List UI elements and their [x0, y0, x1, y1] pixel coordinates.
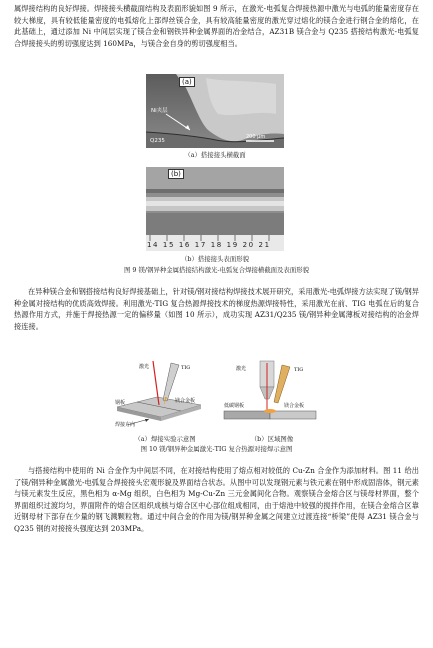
figure-10a-schematic: [113, 359, 205, 431]
ruler-numbers: 14 15 16 17 18 19 20 21: [147, 241, 271, 249]
figure-9-caption: 图 9 镁/钢异种金属搭接结构激光-电弧复合焊接横截面及表面形貌: [124, 266, 309, 274]
fig10b-laser-label: 激光: [236, 366, 247, 372]
fig10b-steel-label: 低碳钢板: [224, 403, 245, 409]
figure-9b-label: (b): [168, 169, 184, 179]
figure-9a-micrograph: [146, 74, 284, 148]
surface-photo-image: [146, 167, 284, 251]
figure-9b-caption: （b）搭接接头表面形貌: [181, 255, 249, 263]
figure-9b-photo: [146, 167, 284, 251]
paragraph-top: 属焊接结构的良好焊接。焊接接头横截面结构及表面形貌如图 9 所示，在激光-电弧复合焊接热源中激光与电弧的能量密度存在较大梯度，具有较低能量密度的电弧熔化上部焊丝镁合金，具有较高能量密度的激光穿过熔化的镁合金进行钢合金的熔化，在此基础上，通过添加 Ni 中间层实现了镁合金和钢铁异种金属界面的冶金结合，AZ31B 镁合金与 Q235 搭接结构激光-电弧复合焊接接头的剪切强度达到 160MPa，与镁合金自身的剪切强度相当。: [14, 4, 419, 48]
figure-10b-caption: （b）区域图像: [250, 435, 294, 443]
fig10a-laser-label: 激光: [139, 364, 150, 370]
figure-10a-caption: （a）焊接实验示意图: [134, 435, 196, 443]
fig10a-mg-label: 镁合金板: [175, 398, 196, 404]
figure-10b-region: [222, 359, 320, 431]
fig10a-direction-label: 焊接方向: [115, 422, 136, 428]
ni-layer-label: Ni夹层: [151, 108, 168, 114]
q235-label: Q235: [150, 138, 165, 144]
fig10b-mg-label: 镁合金板: [284, 403, 305, 409]
fig10a-tig-label: TIG: [181, 365, 191, 371]
scale-bar-label: 200 μm: [246, 134, 266, 140]
figure-9a-label: (a): [179, 77, 195, 87]
figure-9a-caption: （a）搭接接头横截面: [184, 151, 246, 159]
paragraph-bottom: 与搭接结构中使用的 Ni 合金作为中间层不同，在对接结构使用了熔点相对较低的 Cu-Zn 合金作为添加材料。图 11 给出了镁/钢异种金属激光-电弧复合焊接接头宏观形貌及界面结合状态。从图中可以发现钢元素与铁元素在钢中形成固溶体，钢元素与镁元素发生反应，黑色相为 α-Mg 组织，白色相为 Mg-Cu-Zn 三元金属间化合物。观察镁合金熔合区与镁母材界面，整个界面组织过渡均匀，界面附件的熔合区组织成核与熔合区中心部位组成相同，由于熔池中较强的搅拌作用，在镁合金熔合区靠近钢母材下部存在少量的钢飞溅颗粒物。通过中间合金的作用为镁/钢异种金属之间建立过渡连接“桥梁”使得 AZ31 镁合金与 Q235 钢的对接接头强度达到 203MPa。: [14, 466, 419, 533]
fig10a-steel-label: 钢板: [115, 400, 126, 406]
paragraph-middle: 在异种镁合金和钢搭接结构良好焊接基础上，针对镁/钢对接结构焊接技术展开研究，采用激光-电弧焊接方法实现了镁/钢异种金属对接结构的优质高效焊接。利用激光-TIG 复合热源焊接技术的梯度热源焊接特性，采用激光在前、TIG 电弧在后的复合热源作用方式，并施于焊接热源一定的偏移量（如图 10 所示），成功实现 AZ31/Q235 镁/钢异种金属薄板对接结构的冶金焊接连接。: [14, 287, 420, 331]
fig10b-tig-label: TIG: [294, 367, 304, 373]
figure-10-caption: 图 10 镁/钢异种金属激光-TIG 复合热源对接焊示意图: [140, 445, 293, 453]
